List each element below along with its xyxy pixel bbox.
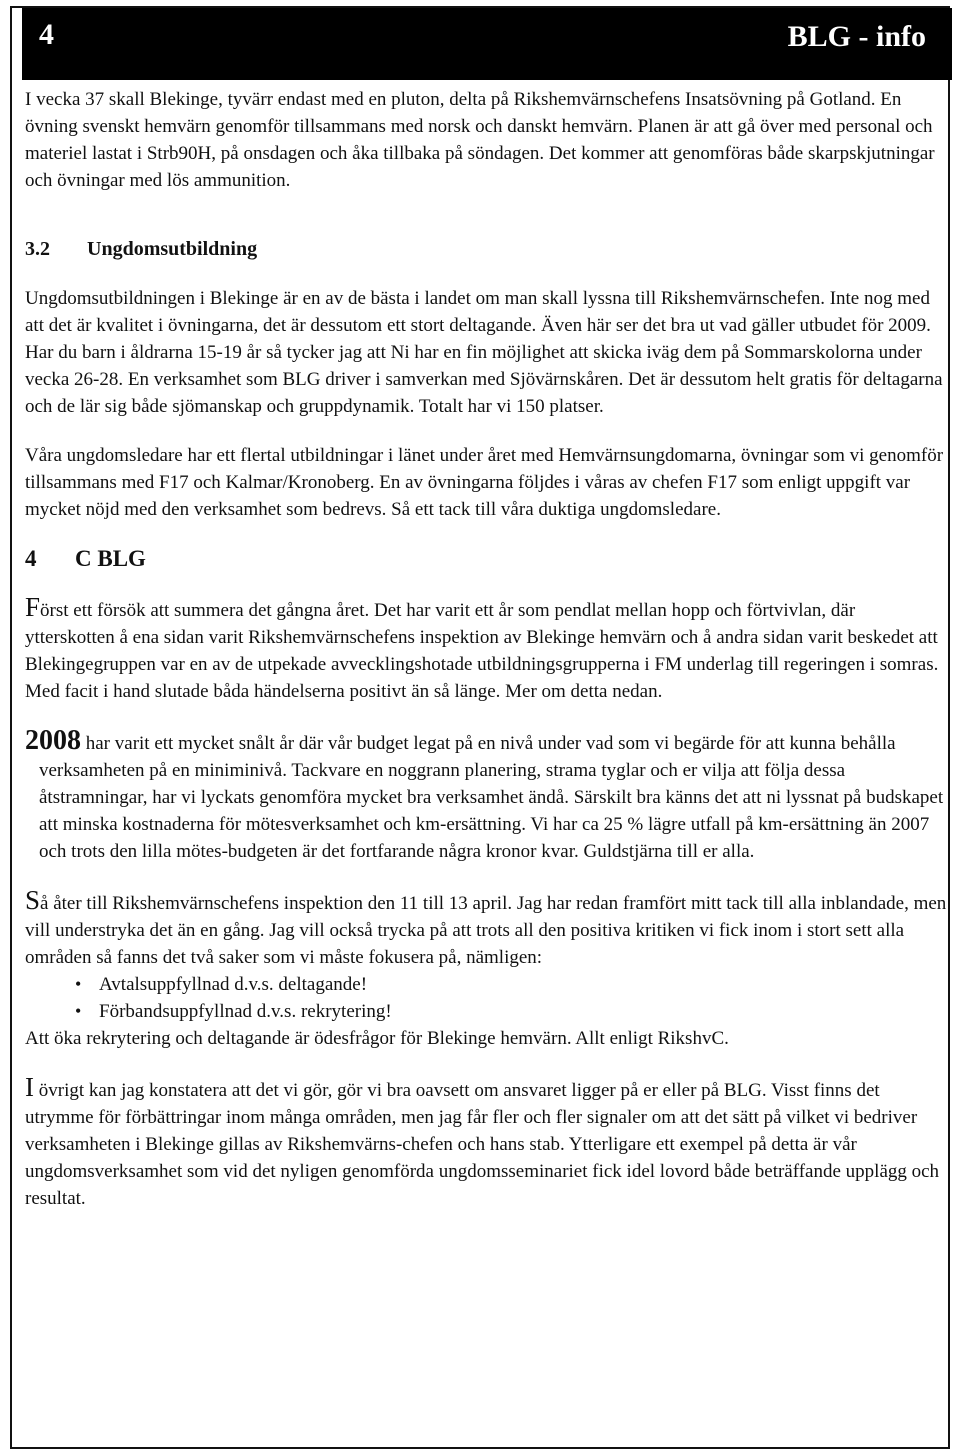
- drop-cap: I: [25, 1072, 34, 1102]
- cblg-paragraph-4: [25, 1074, 947, 1212]
- section-number: 3.2: [25, 238, 50, 260]
- section-title: Ungdomsutbildning: [87, 238, 258, 260]
- drop-cap: S: [25, 885, 41, 915]
- section-number: 4: [25, 546, 37, 571]
- year-highlight: 2008: [25, 725, 81, 756]
- cblg-paragraph-1: [25, 594, 947, 678]
- section-heading-4: [25, 545, 947, 572]
- section-title: C BLG: [75, 546, 146, 571]
- ungdom-paragraph-1: Ungdomsutbildningen i Blekinge är en av de bästa i landet om man skall lyssna till Rikshemvärnschefen. Inte nog med att det är kvalitet i övningarna, det är dessutom ett stort deltagande. Även här ser det bra ut vad gäller utbudet för 2009. Har du barn i åldrarna 15-19 år så tycker jag att Ni har en fin möjlighet att skicka iväg dem på Sommarskolorna under vecka 26-28. En verksamhet som BLG driver i samverkan med Sjövärnskåren. Det är dessutom helt gratis för deltagarna och de lär sig både sjömanskap och gruppdynamik. Totalt har vi 150 platser.: [25, 288, 943, 417]
- article-body: [25, 86, 947, 1212]
- list-item: • Förbandsuppfyllnad d.v.s. rekrytering!: [75, 998, 947, 1025]
- page-number: 4: [39, 18, 54, 51]
- cblg-paragraph-2: [25, 727, 947, 865]
- paragraph-text: övrigt kan jag konstatera att det vi gör, gör vi bra oavsett om ansvaret ligger på er eller på BLG. Visst finns det utrymme för förbättringar inom många områden, men jag får fler och fler signaler om att det sätt på vilket vi bedriver verksamheten i Blekinge gillas av Rikshemvärns-chefen och hans stab. Ytterligare ett exempel på detta är vår ungdomsverksamhet som vid det nyligen genomförda ungdomsseminariet fick idel lovord både beträffande upplägg och resultat.: [25, 1080, 940, 1209]
- focus-list: [25, 971, 947, 1025]
- paragraph-text: å åter till Rikshemvärnschefens inspektion den 11 till 13 april. Jag har redan framfört mitt tack till alla inblandade, men vill understryka det än en gång. Jag vill också trycka på att trots all den positiva kritiken vi fick inom i stort sett alla områden så fanns det två saker som vi måste fokusera på, nämligen:: [25, 893, 947, 968]
- page-header: [22, 8, 952, 80]
- cblg-paragraph-1-line2: Med facit i hand slutade båda händelserna positivt än så länge. Mer om detta nedan.: [25, 681, 663, 702]
- newsletter-title: BLG - info: [787, 20, 926, 53]
- cblg-paragraph-3: [25, 887, 947, 971]
- intro-paragraph: I vecka 37 skall Blekinge, tyvärr endast med en pluton, delta på Rikshemvärnschefens Insatsövning på Gotland. En övning svenskt hemvärn genomför tillsammans med norsk och danskt hemvärn. Planen är att gå över med personal och materiel lastat i Strb90H, på onsdagen och åka tillbaka på söndagen. Det kommer att genomföras både skarpskjutningar och övningar med lös ammunition.: [25, 89, 935, 191]
- drop-cap: F: [25, 592, 41, 622]
- paragraph-text: har varit ett mycket snålt år där vår budget legat på en nivå under vad som vi begärde för att kunna behålla verksamheten på en miniminivå. Tackvare en noggrann planering, strama tyglar och er vilja att följa dessa åtstramningar, har vi lyckats genomföra mycket bra verksamhet ändå. Särskilt bra känns det att ni lyssnat på budskapet att minska kostnaderna för mötesverksamhet och km-ersättning. Vi har ca 25 % lägre utfall på km-ersättning än 2007 och trots den lilla mötes-budgeten är det fortfarande några kronor kvar. Guldstjärna till er alla.: [39, 733, 944, 862]
- section-heading-3-2: [25, 236, 947, 263]
- list-item: • Avtalsuppfyllnad d.v.s. deltagande!: [75, 971, 947, 998]
- paragraph-text: örst ett försök att summera det gångna året. Det har varit ett år som pendlat mellan hopp och förtvivlan, där ytterskotten å ena sidan varit Rikshemvärnschefens inspektion av Blekinge hemvärn och å andra sidan varit beskedet att Blekingegruppen var en av de utpekade avvecklingshotade utbildningsgrupperna i FM underlag till regeringen i somras.: [25, 600, 939, 675]
- cblg-paragraph-3-after: Att öka rekrytering och deltagande är ödesfrågor för Blekinge hemvärn. Allt enligt RikshvC.: [25, 1028, 729, 1049]
- ungdom-paragraph-2: Våra ungdomsledare har ett flertal utbildningar i länet under året med Hemvärnsungdomarna, övningar som vi genomför tillsammans med F17 och Kalmar/Kronoberg. En av övningarna följdes i våras av chefen F17 som enligt uppgift var mycket nöjd med den verksamhet som bedrevs. Så ett tack till våra duktiga ungdomsledare.: [25, 445, 944, 520]
